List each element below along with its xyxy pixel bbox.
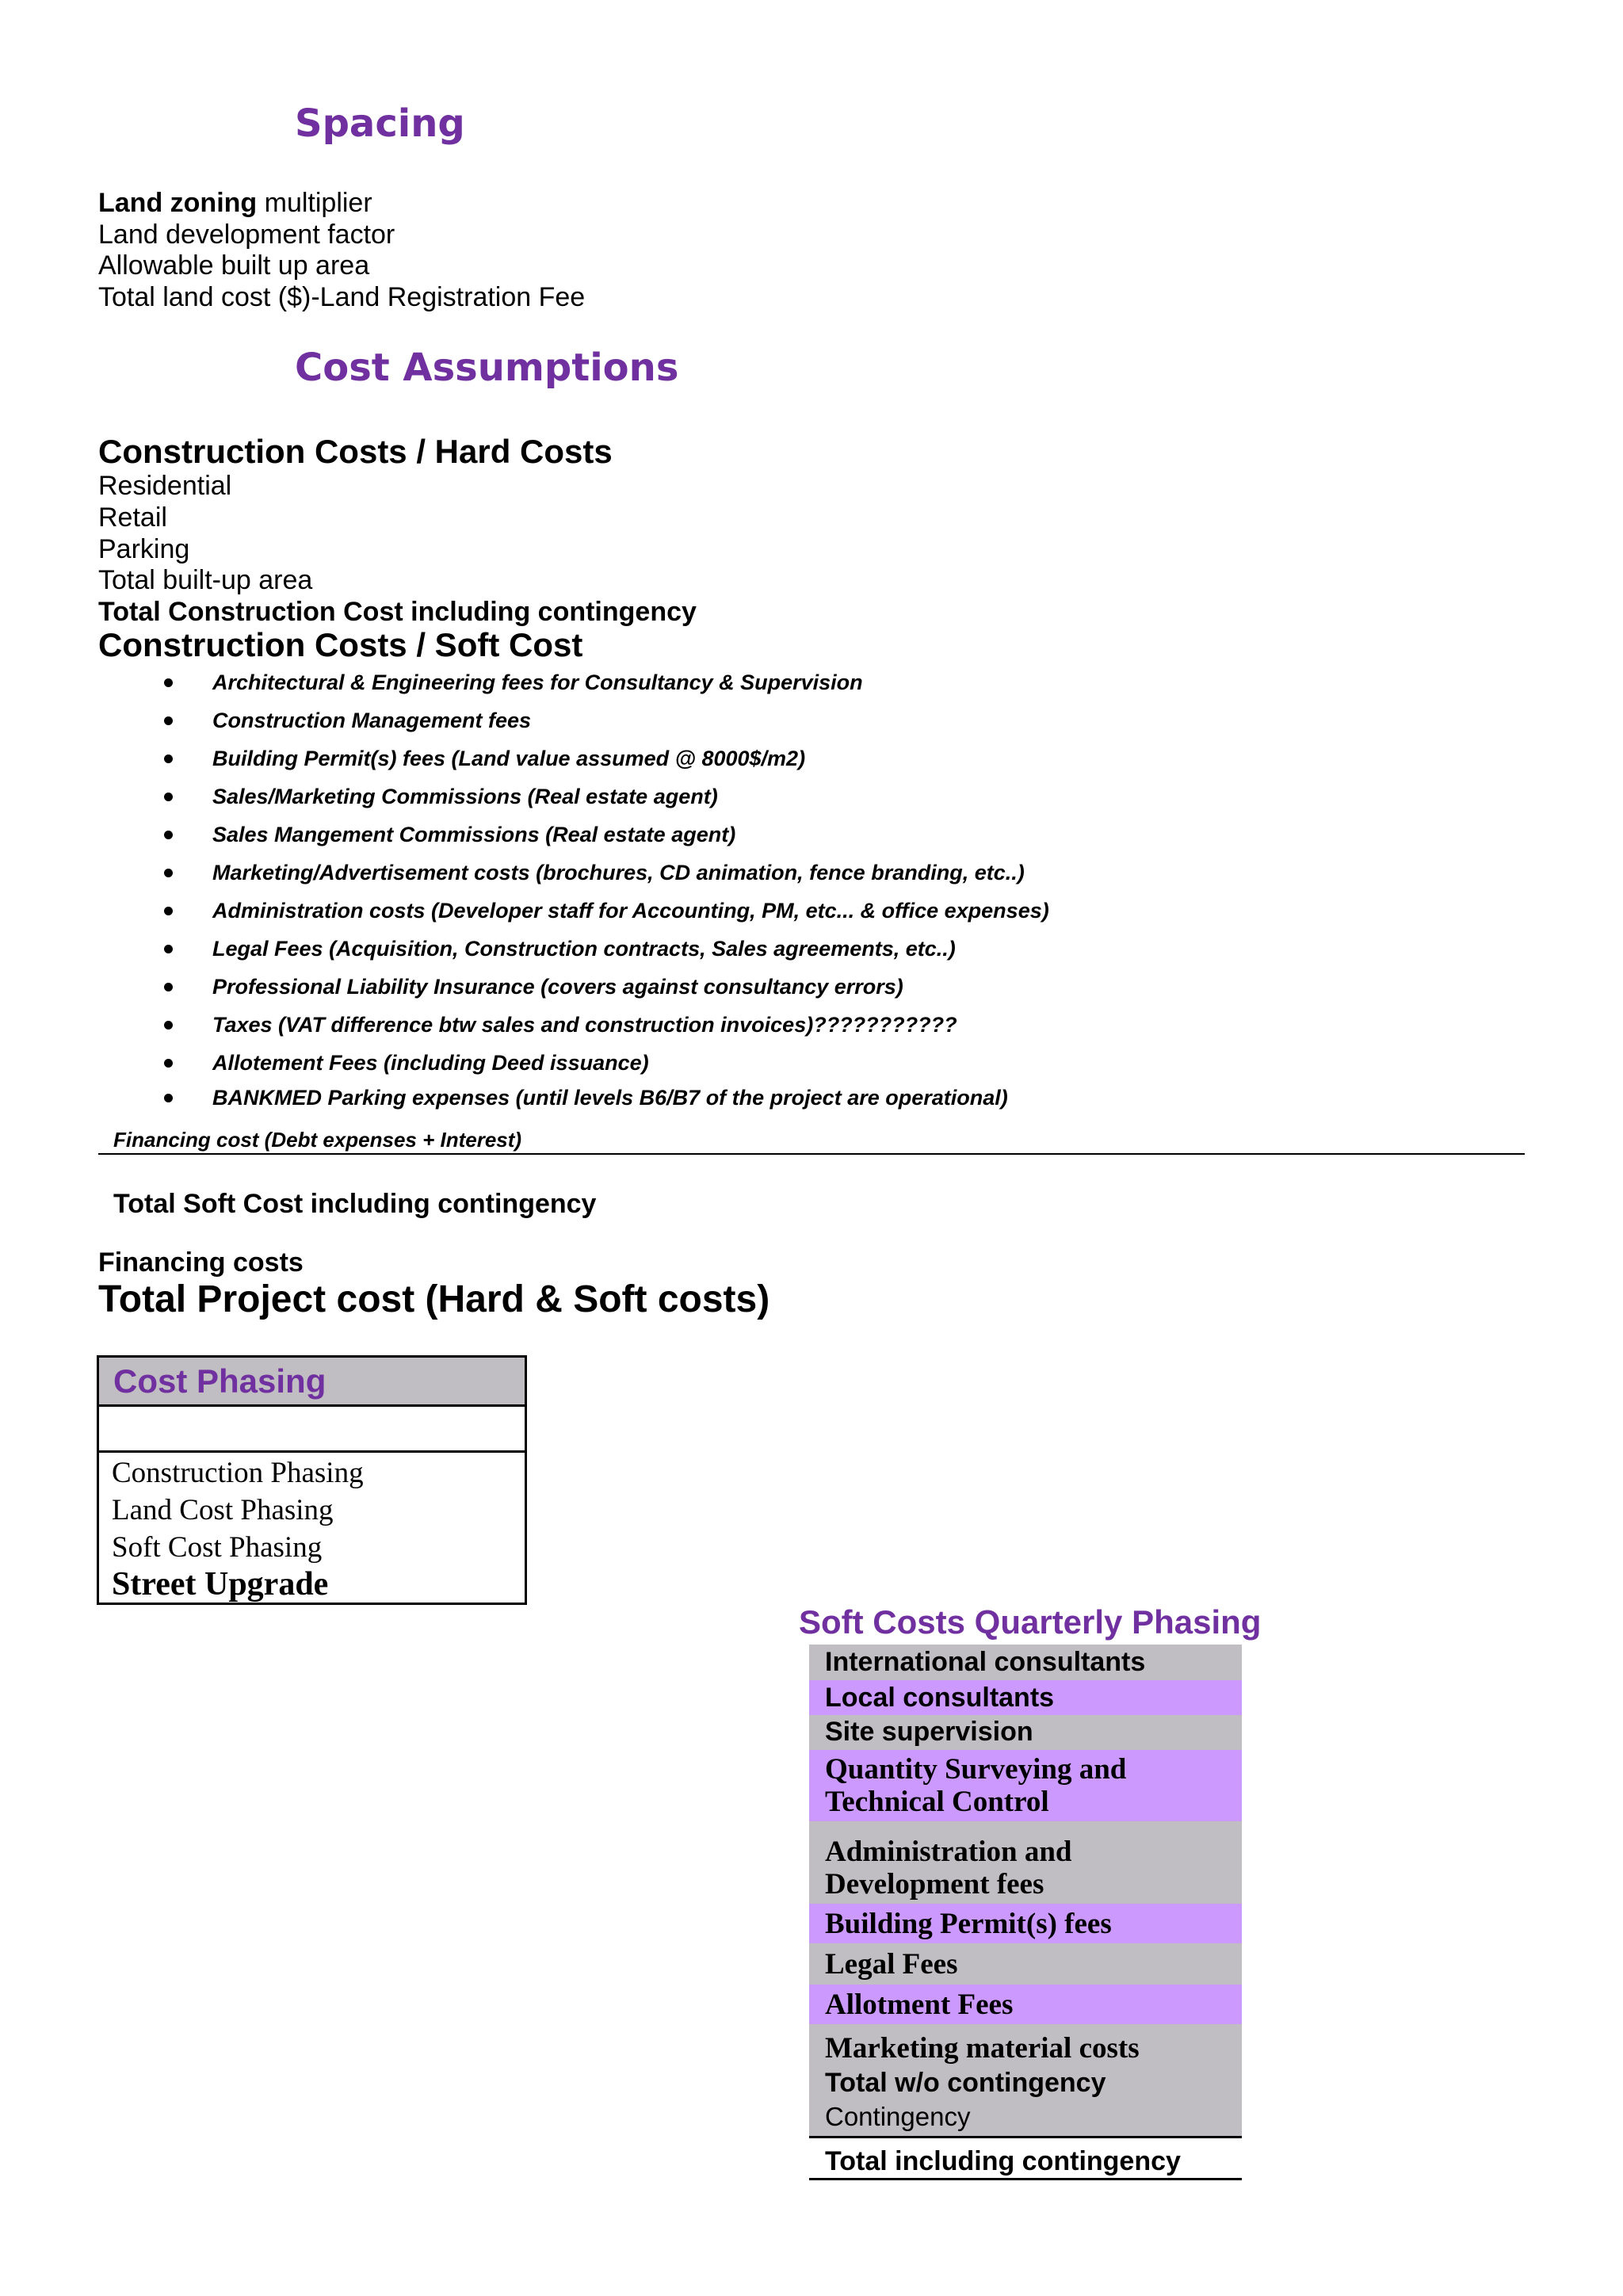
construction-phasing: Construction Phasing bbox=[112, 1457, 364, 1489]
bullet-icon bbox=[164, 869, 173, 877]
hard-item-parking: Parking bbox=[98, 534, 190, 564]
table-row: Legal Fees bbox=[809, 1943, 1242, 1985]
hard-item-residential: Residential bbox=[98, 471, 232, 501]
bullet-icon bbox=[164, 1094, 173, 1102]
financing-costs: Financing costs bbox=[98, 1247, 304, 1278]
table-row: Local consultants bbox=[809, 1680, 1242, 1715]
bullet-icon bbox=[164, 678, 173, 687]
cost-phasing-list bbox=[97, 1450, 527, 1605]
cost-phasing-empty-row bbox=[97, 1404, 527, 1453]
bullet-icon bbox=[164, 1021, 173, 1030]
table-row: Site supervision bbox=[809, 1715, 1242, 1750]
soft-costs-phasing-title: Soft Costs Quarterly Phasing bbox=[799, 1603, 1262, 1641]
land-cost-phasing: Land Cost Phasing bbox=[112, 1494, 334, 1526]
financing-note: Financing cost (Debt expenses + Interest) bbox=[113, 1128, 522, 1152]
table-divider bbox=[809, 2136, 1242, 2138]
table-row: Administration and Development fees bbox=[809, 1821, 1242, 1904]
bullet-icon bbox=[164, 907, 173, 915]
hard-item-retail: Retail bbox=[98, 502, 167, 533]
soft-costs-total: Total Soft Cost including contingency bbox=[113, 1189, 597, 1219]
soft-cost-phasing: Soft Cost Phasing bbox=[112, 1531, 323, 1564]
bullet-icon bbox=[164, 793, 173, 801]
bullet-icon bbox=[164, 1059, 173, 1068]
contingency: Contingency bbox=[825, 2102, 971, 2131]
hard-costs-total: Total Construction Cost including contingency bbox=[98, 597, 697, 627]
spacing-item-land-zoning: Land zoning multiplier bbox=[98, 188, 372, 218]
hard-costs-title: Construction Costs / Hard Costs bbox=[98, 433, 613, 470]
spacing-item-total-land-cost: Total land cost ($)-Land Registration Fee bbox=[98, 282, 586, 312]
table-bottom-line bbox=[809, 2178, 1242, 2180]
table-row: Quantity Surveying and Technical Control bbox=[809, 1750, 1242, 1821]
spacing-item-allowable-area: Allowable built up area bbox=[98, 250, 370, 281]
bullet-icon bbox=[164, 755, 173, 763]
bullet-icon bbox=[164, 945, 173, 953]
table-row: Allotment Fees bbox=[809, 1985, 1242, 2024]
table-row: International consultants bbox=[809, 1645, 1242, 1680]
soft-costs-title: Construction Costs / Soft Cost bbox=[98, 626, 583, 663]
cost-phasing-header bbox=[97, 1355, 527, 1407]
cost-phasing-title: Cost Phasing bbox=[113, 1362, 327, 1400]
table-row: Building Permit(s) fees bbox=[809, 1904, 1242, 1943]
hard-item-total-area: Total built-up area bbox=[98, 565, 313, 595]
spacing-heading: Spacing bbox=[295, 101, 465, 146]
project-total: Total Project cost (Hard & Soft costs) bbox=[98, 1278, 770, 1320]
total-including-contingency: Total including contingency bbox=[825, 2146, 1181, 2176]
divider-line bbox=[98, 1153, 1525, 1155]
cost-assumptions-heading: Cost Assumptions bbox=[295, 346, 679, 390]
bullet-icon bbox=[164, 983, 173, 991]
total-without-contingency: Total w/o contingency bbox=[825, 2068, 1106, 2098]
bullet-icon bbox=[164, 716, 173, 725]
bullet-icon bbox=[164, 831, 173, 839]
table-row: Marketing material costs Total w/o contingency Contingency bbox=[809, 2024, 1242, 2136]
street-upgrade: Street Upgrade bbox=[112, 1566, 329, 1603]
spacing-item-land-development: Land development factor bbox=[98, 220, 395, 250]
